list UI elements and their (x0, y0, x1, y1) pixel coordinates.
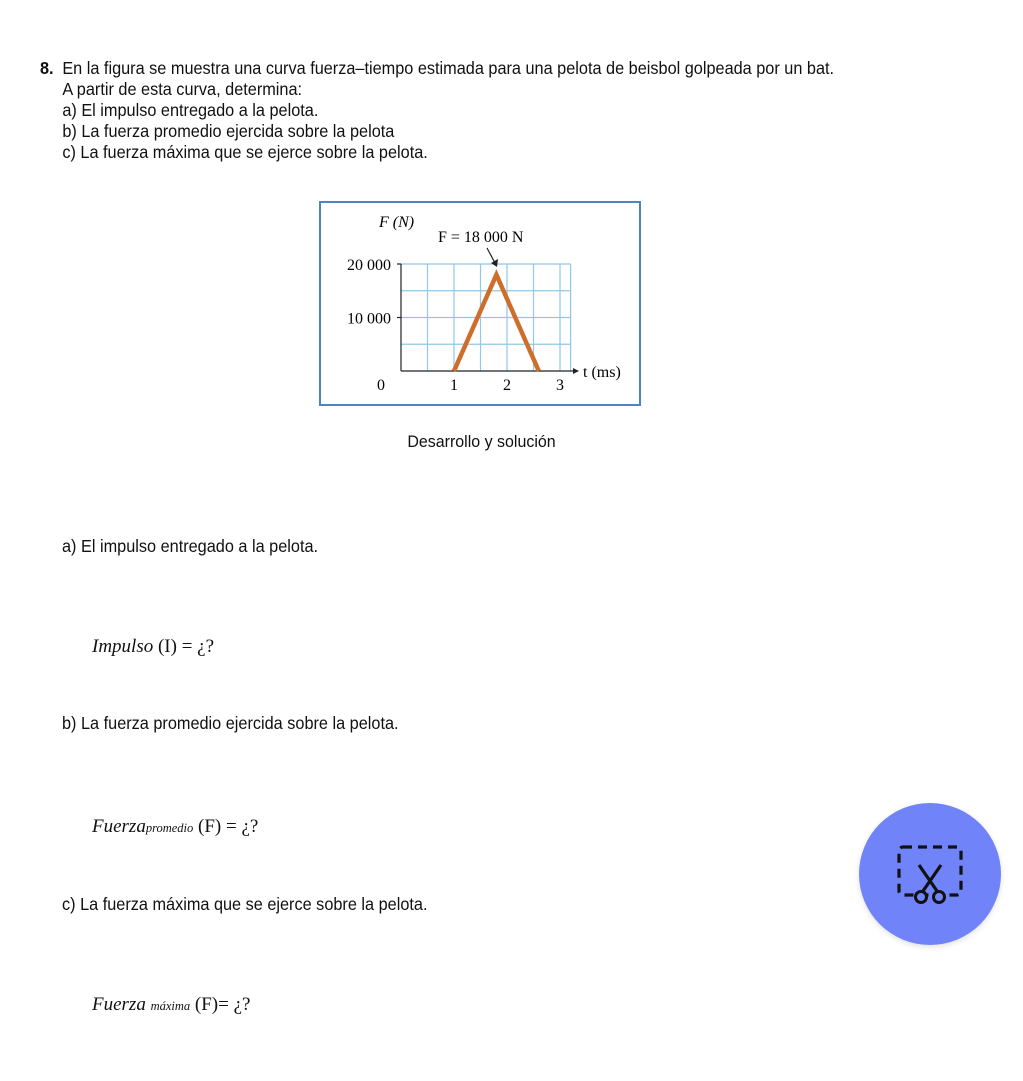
answer-a-rest: (I) = ¿? (153, 636, 215, 657)
force-time-chart (319, 201, 641, 406)
problem-line-2: A partir de esta curva, determina: (62, 79, 303, 99)
x-axis-label: t (ms) (583, 364, 621, 381)
force-curve (454, 275, 539, 371)
answer-a (92, 636, 214, 658)
problem-line-1: En la figura se muestra una curva fuerza–tiempo estimada para una pelota de beisbol golpeada por un bat. (62, 58, 835, 78)
answer-b-sub: promedio (145, 821, 194, 835)
x-tick-label: 0 (377, 377, 385, 394)
answer-b-rest: (F) = ¿? (193, 816, 259, 837)
peak-annotation: F = 18 000 N (438, 229, 524, 246)
problem-number: 8. (40, 58, 54, 78)
x-axis-arrow (573, 368, 579, 374)
section-caption: Desarrollo y solución (407, 432, 556, 451)
question-a: a) El impulso entregado a la pelota. (62, 536, 319, 556)
answer-a-name: Impulso (92, 636, 154, 657)
problem-item-b: b) La fuerza promedio ejercida sobre la pelota (62, 121, 395, 141)
problem-item-a: a) El impulso entregado a la pelota. (62, 100, 319, 120)
chart-canvas (321, 203, 639, 404)
x-tick-label: 1 (450, 377, 458, 394)
question-b: b) La fuerza promedio ejercida sobre la pelota. (62, 713, 399, 733)
screen-snip-icon (897, 845, 963, 907)
y-axis-label: F (N) (379, 214, 415, 231)
answer-c-name: Fuerza (92, 994, 151, 1015)
y-tick-label: 10 000 (347, 310, 391, 328)
answer-b-name: Fuerza (92, 816, 146, 837)
x-tick-label: 3 (556, 377, 564, 394)
answer-c (92, 994, 250, 1016)
problem-statement (40, 58, 914, 163)
answer-c-rest: (F)= ¿? (190, 994, 251, 1015)
y-tick-label: 20 000 (347, 257, 391, 274)
annotation-arrowhead (491, 259, 498, 267)
screen-snip-button[interactable] (859, 803, 1001, 945)
answer-b (92, 816, 258, 838)
question-c: c) La fuerza máxima que se ejerce sobre la pelota. (62, 894, 428, 914)
problem-item-c: c) La fuerza máxima que se ejerce sobre la pelota. (62, 142, 428, 162)
x-tick-label: 2 (503, 377, 511, 394)
annotation-arrow (487, 248, 495, 263)
answer-c-sub: máxima (150, 999, 191, 1013)
